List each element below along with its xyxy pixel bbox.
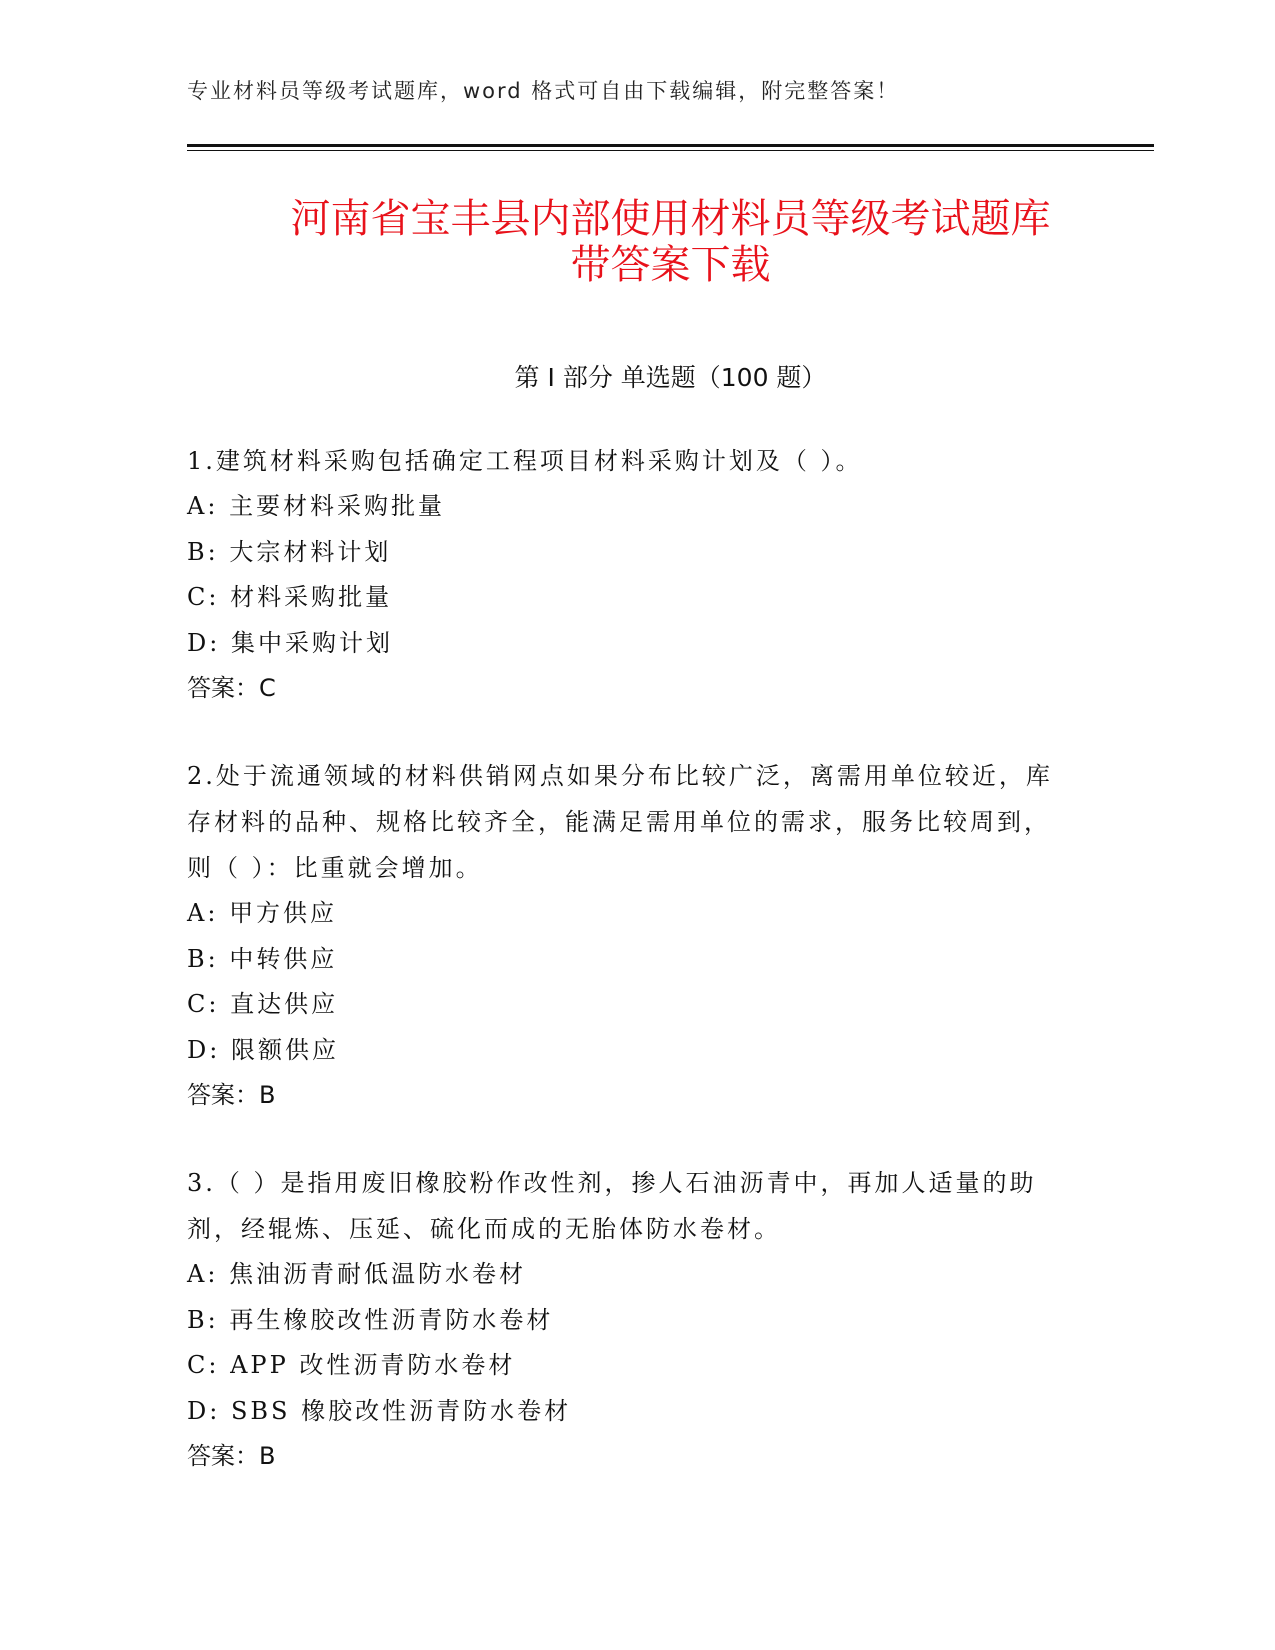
option-letter: D:: [187, 1396, 221, 1425]
option-letter: D:: [187, 628, 221, 657]
option-text: 大宗材料计划: [229, 537, 392, 566]
option-a: [187, 484, 1067, 530]
option-text: 直达供应: [230, 990, 339, 1018]
option-text: 主要材料采购批量: [229, 492, 446, 520]
option-text: 焦油沥青耐低温防水卷材: [229, 1260, 527, 1288]
question-2: [187, 753, 1067, 1118]
section-title: 第 I 部分 单选题（100 题）: [514, 363, 827, 392]
document-title-line-2: 带答案下载: [570, 242, 771, 288]
answer-line: 答案：B: [187, 1442, 276, 1470]
option-c: [187, 982, 1067, 1028]
option-letter: D:: [187, 1035, 221, 1064]
option-letter: A:: [187, 1260, 219, 1288]
option-b: [187, 530, 1067, 576]
option-letter: A:: [187, 492, 219, 520]
option-letter: B:: [187, 1305, 219, 1334]
option-text: 材料采购批量: [230, 583, 393, 611]
option-text: APP 改性沥青防水卷材: [230, 1351, 516, 1379]
option-letter: C:: [187, 1351, 220, 1379]
question-stem: 3.（ ）是指用废旧橡胶粉作改性剂，掺人石油沥青中，再加人适量的助剂，经辊炼、压延、硫化而成的无胎体防水卷材。: [187, 1169, 1037, 1243]
option-text: 甲方供应: [229, 899, 338, 927]
question-3: [187, 1160, 1067, 1479]
answer-line: 答案：C: [187, 674, 276, 702]
option-letter: B:: [187, 944, 219, 973]
header-rule-thick: [187, 144, 1154, 147]
question-list: [187, 438, 1067, 1521]
header-note: 专业材料员等级考试题库，word 格式可自由下载编辑，附完整答案！: [187, 79, 900, 103]
option-text: 集中采购计划: [230, 628, 393, 657]
option-letter: B:: [187, 537, 219, 566]
header-rule-thin: [187, 150, 1154, 151]
option-d: [187, 1389, 1067, 1435]
option-text: SBS 橡胶改性沥青防水卷材: [230, 1396, 572, 1425]
option-letter: C:: [187, 583, 220, 611]
question-stem: 1.建筑材料采购包括确定工程项目材料采购计划及（ ）。: [187, 447, 863, 475]
option-text: 再生橡胶改性沥青防水卷材: [229, 1305, 554, 1334]
question-stem: 2.处于流通领域的材料供销网点如果分布比较广泛，离需用单位较近，库存材料的品种、规格比较齐全，能满足需用单位的需求，服务比较周到，则（ ）：比重就会增加。: [187, 762, 1053, 882]
option-b: [187, 1298, 1067, 1344]
option-letter: C:: [187, 990, 220, 1018]
option-d: [187, 1028, 1067, 1074]
document-title: [187, 196, 1154, 288]
document-title-line-1: 河南省宝丰县内部使用材料员等级考试题库: [290, 196, 1051, 242]
option-a: [187, 891, 1067, 937]
option-text: 中转供应: [229, 944, 338, 973]
option-letter: A:: [187, 899, 219, 927]
option-b: [187, 937, 1067, 983]
answer-line: 答案：B: [187, 1081, 276, 1109]
option-a: [187, 1252, 1067, 1298]
option-d: [187, 621, 1067, 667]
option-text: 限额供应: [230, 1035, 339, 1064]
question-1: [187, 438, 1067, 711]
option-c: [187, 1343, 1067, 1389]
option-c: [187, 575, 1067, 621]
